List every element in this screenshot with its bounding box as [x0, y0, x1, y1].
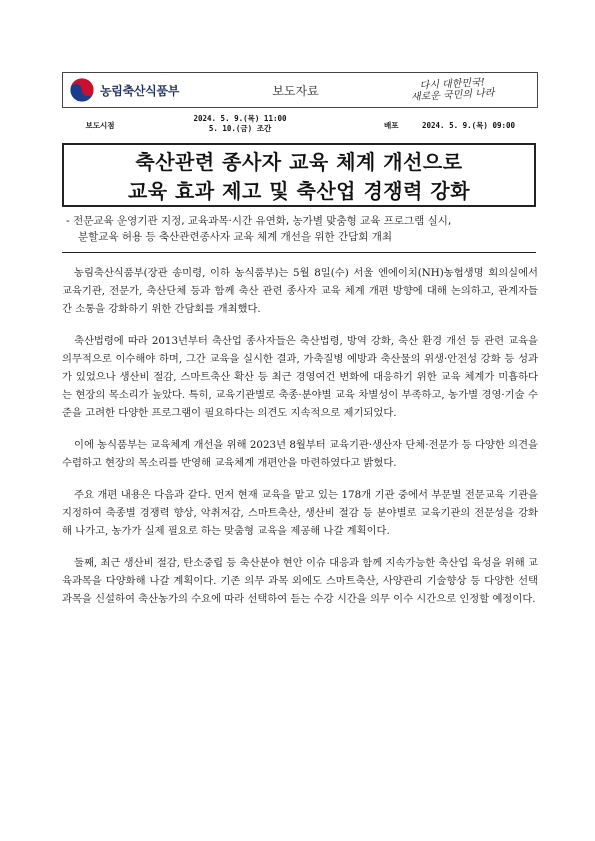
body-paragraph: 농림축산식품부(장관 송미령, 이하 농식품부)는 5월 8일(수) 서울 엔에이치(NH)농협생명 회의실에서 교육기관, 전문가, 축산단체 등과 함께 축산 관련 종사자 교육 체계 개편 방향에 대해 논의하고, 관계자들 간 소통을 강화하기 위한 간담회를 개최했다.	[62, 267, 538, 315]
slogan-line2: 새로운 국민의 나라	[410, 87, 495, 104]
government-slogan	[368, 75, 538, 106]
subheadline-line1: - 전문교육 운영기관 지정, 교육과목·시간 유연화, 농가별 맞춤형 교육 프로그램 실시,	[66, 215, 452, 227]
ministry-logo	[63, 73, 223, 107]
section-divider	[62, 252, 536, 253]
headline-line1: 축산관련 종사자 교육 체계 개선으로	[135, 150, 463, 174]
release-time-label: 보도시점	[85, 121, 115, 130]
headline-line2: 교육 효과 제고 및 축산업 경쟁력 강화	[127, 179, 471, 203]
release-time	[140, 114, 340, 134]
taegeuk-logo-icon	[69, 77, 95, 103]
body-paragraph: 이에 농식품부는 교육체계 개선을 위해 2023년 8월부터 교육기관·생산자 단체·전문가 등 다양한 의견을 수렴하고 현장의 목소리를 반영해 교육체계 개편안을 마련하였다고 밝혔다.	[62, 439, 538, 469]
article-body	[62, 264, 538, 622]
body-paragraph: 주요 개편 내용은 다음과 같다. 먼저 현재 교육을 맡고 있는 178개 기관 중에서 부문별 전문교육 기관을 지정하여 축종별 경쟁력 향상, 악취저감, 스마트축산, 생산비 절감 등 분야별로 교육기관의 전문성을 강화해 나가고, 농가가 실제 필요로 하는 맞춤형 교육을 제공해 나갈 계획이다.	[62, 489, 538, 537]
body-paragraph: 축산법령에 따라 2013년부터 축산업 종사자들은 축산법령, 방역 강화, 축산 환경 개선 등 관련 교육을 의무적으로 이수해야 하며, 그간 교육을 실시한 결과, 가축질병 예방과 축산물의 위생·안전성 강화 등 성과가 있었으나 생산비 절감, 스마트축산 확산 등 최근 경영여건 변화에 대응하기 위한 교육 체계가 미흡하다는 현장의 목소리가 높았다. 특히, 교육기관별로 축종·분야별 교육 차별성이 부족하고, 농가별 경영·기술 수준을 고려한 다양한 프로그램이 필요하다는 의견도 지속적으로 제기되었다.	[62, 335, 538, 419]
release-info	[62, 113, 536, 137]
distribution-label: 배포	[384, 121, 399, 130]
doc-type-label: 보도자료	[272, 83, 319, 98]
headline-box	[62, 143, 536, 207]
subheadline	[66, 213, 536, 245]
release-time-line1: 2024. 5. 9.(목) 11:00	[193, 114, 287, 123]
subheadline-line2: 분할교육 허용 등 축산관련종사자 교육 체계 개선을 위한 간담회 개최	[78, 231, 393, 243]
release-time-line2: 5. 10.(금) 조간	[208, 124, 272, 133]
ministry-name: 농림축산식품부	[100, 83, 180, 98]
slogan-line1: 다시 대한민국!	[419, 77, 486, 92]
press-release-header	[62, 72, 538, 108]
body-paragraph: 둘째, 최근 생산비 절감, 탄소중립 등 축산분야 현안 이슈 대응과 함께 지속가능한 축산업 육성을 위해 교육과목을 다양화해 나갈 계획이다. 기존 의무 과목 외에도 스마트축산, 사양관리 기술향상 등 다양한 선택과목을 신설하여 축산농가의 수요에 따라 선택하여 듣는 수강 시간을 의무 이수 시간으로 인정할 예정이다.	[62, 557, 538, 605]
distribution-time: 2024. 5. 9.(목) 09:00	[422, 121, 516, 130]
